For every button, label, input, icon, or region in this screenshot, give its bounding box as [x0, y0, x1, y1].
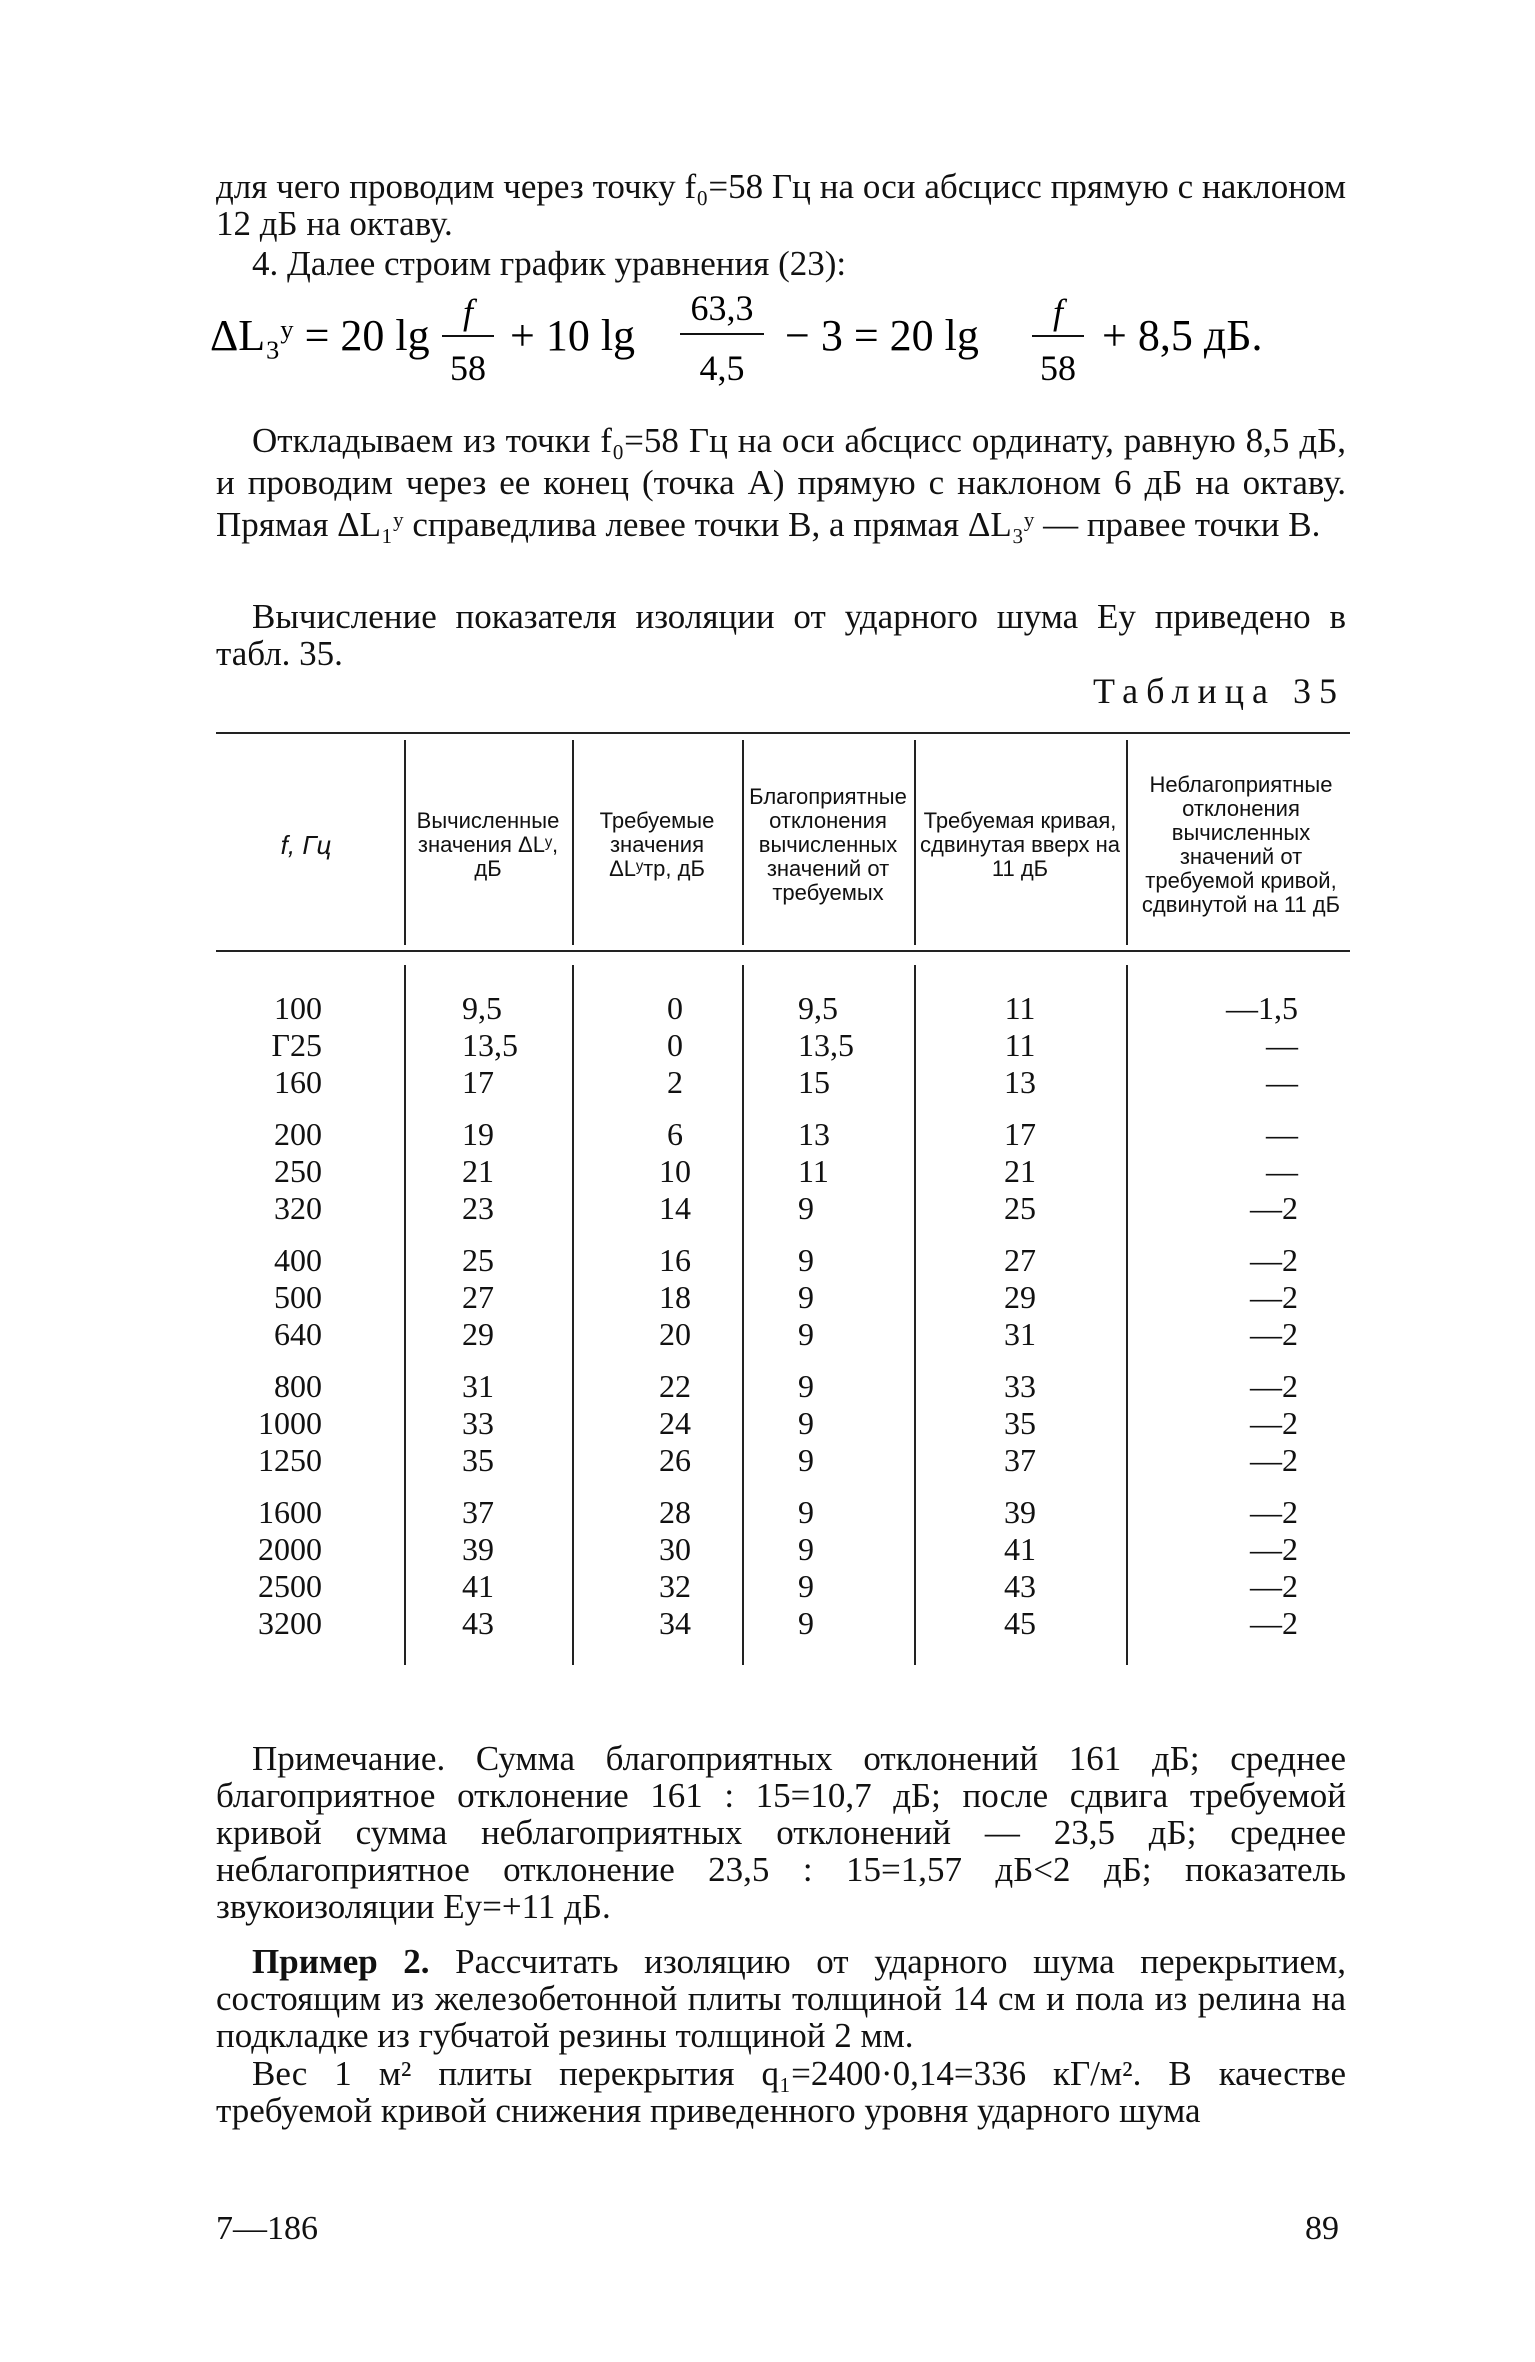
body-divider-1 — [404, 965, 406, 1665]
table-cell: 500 — [274, 1279, 322, 1315]
example-paragraph — [216, 1943, 1346, 2054]
row-group-gap — [798, 1227, 908, 1242]
row-group-gap — [230, 1101, 322, 1116]
example-title: Пример 2. — [252, 1942, 430, 1981]
column-shifted-curve — [985, 990, 1055, 1642]
header-shifted-curve: Требуемая кривая, сдвинутая вверх на 11 дБ — [920, 808, 1120, 881]
table-cell: 9 — [798, 1531, 814, 1567]
table-cell: 17 — [1004, 1116, 1036, 1152]
row-group-gap — [985, 1101, 1055, 1116]
table-cell: 13 — [1004, 1064, 1036, 1100]
signature-mark: 7—186 — [216, 2210, 318, 2247]
table-cell: 2 — [667, 1064, 683, 1100]
header-divider-2 — [572, 740, 574, 945]
row-group-gap — [985, 1479, 1055, 1494]
header-calculated: Вычисленные значения ΔLʸ, дБ — [416, 808, 560, 881]
table-note: Примечание. Сумма благоприятных отклонений 161 дБ; среднее благоприятное отклонение 161 : 15=10,7 дБ; после сдвига требуемой кривой сумма неблагоприятных отклонений — 23,5 дБ; среднее неблагоприятное отклонение 23,5 : 15=1,57 дБ<2 дБ; показатель звукоизоляции Eу=+11 дБ. — [216, 1739, 1346, 1926]
table-cell: 9 — [798, 1442, 814, 1478]
table-cell: 22 — [659, 1368, 691, 1404]
table-cell: 9 — [798, 1405, 814, 1441]
formula-lhs: ΔL₃ʸ = 20 lg — [210, 311, 430, 360]
table-cell: —2 — [1250, 1368, 1298, 1404]
table-cell: 320 — [274, 1190, 322, 1226]
table-cell: —2 — [1250, 1568, 1298, 1604]
table-cell: 31 — [462, 1368, 494, 1404]
table-cell: 35 — [1004, 1405, 1036, 1441]
body-divider-4 — [914, 965, 916, 1665]
table-cell: 37 — [462, 1494, 494, 1530]
table-caption: Таблица 35 — [1093, 671, 1345, 711]
header-divider-1 — [404, 740, 406, 945]
table-cell: 9 — [798, 1316, 814, 1352]
row-group-gap — [985, 1227, 1055, 1242]
header-frequency: f, Гц — [280, 830, 332, 860]
table-cell: 11 — [1004, 990, 1036, 1026]
formula-term-2: + 10 lg — [510, 311, 636, 360]
table-cell: —2 — [1250, 1242, 1298, 1278]
table-cell: —2 — [1250, 1279, 1298, 1315]
table-cell: 9 — [798, 1568, 814, 1604]
table-cell: 0 — [667, 990, 683, 1026]
row-group-gap — [798, 1101, 908, 1116]
table-cell: 200 — [274, 1116, 322, 1152]
formula-term-4: + 8,5 дБ. — [1102, 311, 1263, 360]
table-cell: 17 — [462, 1064, 494, 1100]
table-cell: 29 — [462, 1316, 494, 1352]
table-cell: 2000 — [258, 1531, 322, 1567]
example-paragraph-2: Вес 1 м² плиты перекрытия q₁=2400·0,14=336 кГ/м². В качестве требуемой кривой снижения приведенного уровня ударного шума — [216, 2054, 1346, 2130]
table-cell: 37 — [1004, 1442, 1036, 1478]
row-group-gap — [1180, 1101, 1298, 1116]
body-divider-2 — [572, 965, 574, 1665]
table-cell: 30 — [659, 1531, 691, 1567]
formula-den-3: 58 — [1040, 348, 1076, 388]
table-cell: 26 — [659, 1442, 691, 1478]
table-cell: 21 — [1004, 1153, 1036, 1189]
table-cell: 100 — [274, 990, 322, 1026]
row-group-gap — [1180, 1353, 1298, 1368]
row-group-gap — [230, 1353, 322, 1368]
table-cell: 9 — [798, 1368, 814, 1404]
table-cell: 1600 — [258, 1494, 322, 1530]
formula-term-3: − 3 = 20 lg — [785, 311, 979, 360]
column-frequency — [230, 990, 322, 1642]
table-cell: — — [1266, 1027, 1298, 1063]
table-cell: 9 — [798, 1605, 814, 1641]
table-cell: 2500 — [258, 1568, 322, 1604]
table-cell: 9,5 — [798, 990, 838, 1026]
row-group-gap — [462, 1479, 572, 1494]
table-cell: 18 — [659, 1279, 691, 1315]
row-group-gap — [640, 1479, 710, 1494]
table-cell: —2 — [1250, 1190, 1298, 1226]
table-cell: 33 — [462, 1405, 494, 1441]
formula-num-1: f — [462, 292, 474, 332]
table-cell: 800 — [274, 1368, 322, 1404]
column-calculated — [462, 990, 572, 1642]
column-favorable — [798, 990, 908, 1642]
table-cell: —2 — [1250, 1442, 1298, 1478]
table-cell: 21 — [462, 1153, 494, 1189]
table-cell: 25 — [1004, 1190, 1036, 1226]
table-cell: 25 — [462, 1242, 494, 1278]
table-cell: —2 — [1250, 1494, 1298, 1530]
row-group-gap — [1180, 1227, 1298, 1242]
table-cell: 400 — [274, 1242, 322, 1278]
row-group-gap — [640, 1353, 710, 1368]
table-top-rule — [216, 732, 1350, 734]
body-divider-3 — [742, 965, 744, 1665]
table-cell: 27 — [462, 1279, 494, 1315]
table-cell: 24 — [659, 1405, 691, 1441]
table-cell: 20 — [659, 1316, 691, 1352]
table-cell: — — [1266, 1116, 1298, 1152]
table-cell: 1250 — [258, 1442, 322, 1478]
paragraph-4: Вычисление показателя изоляции от ударного шума Eу приведено в табл. 35. — [216, 597, 1346, 673]
table-cell: 9 — [798, 1494, 814, 1530]
formula-num-3: f — [1052, 292, 1064, 332]
table-cell: 43 — [462, 1605, 494, 1641]
paragraph-2: 4. Далее строим график уравнения (23): — [252, 244, 847, 283]
table-cell: 9,5 — [462, 990, 502, 1026]
table-cell: 3200 — [258, 1605, 322, 1641]
row-group-gap — [230, 1227, 322, 1242]
header-unfavorable: Неблагоприятные отклонения вычисленных значений от требуемой кривой, сдвинутой на 11 дБ — [1141, 772, 1341, 917]
table-cell: — — [1266, 1064, 1298, 1100]
table-cell: 31 — [1004, 1316, 1036, 1352]
equation-23 — [210, 290, 1360, 410]
body-divider-5 — [1126, 965, 1128, 1665]
row-group-gap — [462, 1101, 572, 1116]
table-cell: 19 — [462, 1116, 494, 1152]
example-text: Рассчитать изоляцию от ударного шума перекрытием, состоящим из железобетонной плиты толщиной 14 см и пола из релина на подкладке из губчатой резины толщиной 2 мм. — [216, 1942, 1346, 2055]
table-cell: 13 — [798, 1116, 830, 1152]
table-cell: 41 — [1004, 1531, 1036, 1567]
table-cell: 34 — [659, 1605, 691, 1641]
table-cell: 6 — [667, 1116, 683, 1152]
paragraph-1: для чего проводим через точку f₀=58 Гц на оси абсцисс прямую с наклоном 12 дБ на октаву. — [216, 167, 1346, 243]
table-cell: 9 — [798, 1190, 814, 1226]
table-cell: 11 — [798, 1153, 829, 1189]
row-group-gap — [985, 1353, 1055, 1368]
table-cell: 41 — [462, 1568, 494, 1604]
table-cell: 14 — [659, 1190, 691, 1226]
table-cell: 28 — [659, 1494, 691, 1530]
row-group-gap — [230, 1479, 322, 1494]
row-group-gap — [640, 1227, 710, 1242]
table-cell: 9 — [798, 1279, 814, 1315]
table-cell: —2 — [1250, 1405, 1298, 1441]
table-cell: 13,5 — [798, 1027, 854, 1063]
table-cell: 39 — [462, 1531, 494, 1567]
row-group-gap — [1180, 1479, 1298, 1494]
paragraph-3: Откладываем из точки f₀=58 Гц на оси абсцисс ординату, равную 8,5 дБ, и проводим через ее конец (точка А) прямую с наклоном 6 дБ на октаву. Прямая ΔL₁ʸ справедлива левее точки В, а прямая ΔL₃ʸ — правее точки В. — [216, 421, 1346, 544]
formula-den-1: 58 — [450, 348, 486, 388]
table-cell: 33 — [1004, 1368, 1036, 1404]
header-divider-4 — [914, 740, 916, 945]
table-cell: 9 — [798, 1242, 814, 1278]
column-required — [640, 990, 710, 1642]
table-cell: 23 — [462, 1190, 494, 1226]
table-cell: 43 — [1004, 1568, 1036, 1604]
table-cell: 27 — [1004, 1242, 1036, 1278]
table-cell: —2 — [1250, 1605, 1298, 1641]
page-number: 89 — [1305, 2210, 1339, 2247]
row-group-gap — [462, 1353, 572, 1368]
table-header-rule — [216, 950, 1350, 952]
table-cell: 250 — [274, 1153, 322, 1189]
table-cell: 11 — [1004, 1027, 1036, 1063]
column-unfavorable — [1180, 990, 1298, 1642]
table-cell: —2 — [1250, 1316, 1298, 1352]
row-group-gap — [640, 1101, 710, 1116]
table-cell: —1,5 — [1226, 990, 1298, 1026]
header-required: Требуемые значения ΔLʸтр, дБ — [599, 808, 715, 881]
table-cell: 29 — [1004, 1279, 1036, 1315]
table-cell: —2 — [1250, 1531, 1298, 1567]
row-group-gap — [798, 1353, 908, 1368]
table-cell: 16 — [659, 1242, 691, 1278]
table-cell: 0 — [667, 1027, 683, 1063]
table-cell: 160 — [274, 1064, 322, 1100]
table-cell: 10 — [659, 1153, 691, 1189]
formula-num-2: 63,3 — [690, 288, 754, 328]
header-favorable: Благоприятные отклонения вычисленных значений от требуемых — [749, 784, 907, 905]
table-cell: 13,5 — [462, 1027, 518, 1063]
row-group-gap — [798, 1479, 908, 1494]
formula-den-2: 4,5 — [699, 348, 745, 388]
row-group-gap — [462, 1227, 572, 1242]
table-cell: 39 — [1004, 1494, 1036, 1530]
table-cell: 640 — [274, 1316, 322, 1352]
table-cell: — — [1266, 1153, 1298, 1189]
table-cell: 15 — [798, 1064, 830, 1100]
table-cell: 45 — [1004, 1605, 1036, 1641]
table-cell: 1000 — [258, 1405, 322, 1441]
table-cell: 32 — [659, 1568, 691, 1604]
header-divider-3 — [742, 740, 744, 945]
table-cell: 35 — [462, 1442, 494, 1478]
table-cell: Г25 — [271, 1027, 322, 1063]
header-divider-5 — [1126, 740, 1128, 945]
